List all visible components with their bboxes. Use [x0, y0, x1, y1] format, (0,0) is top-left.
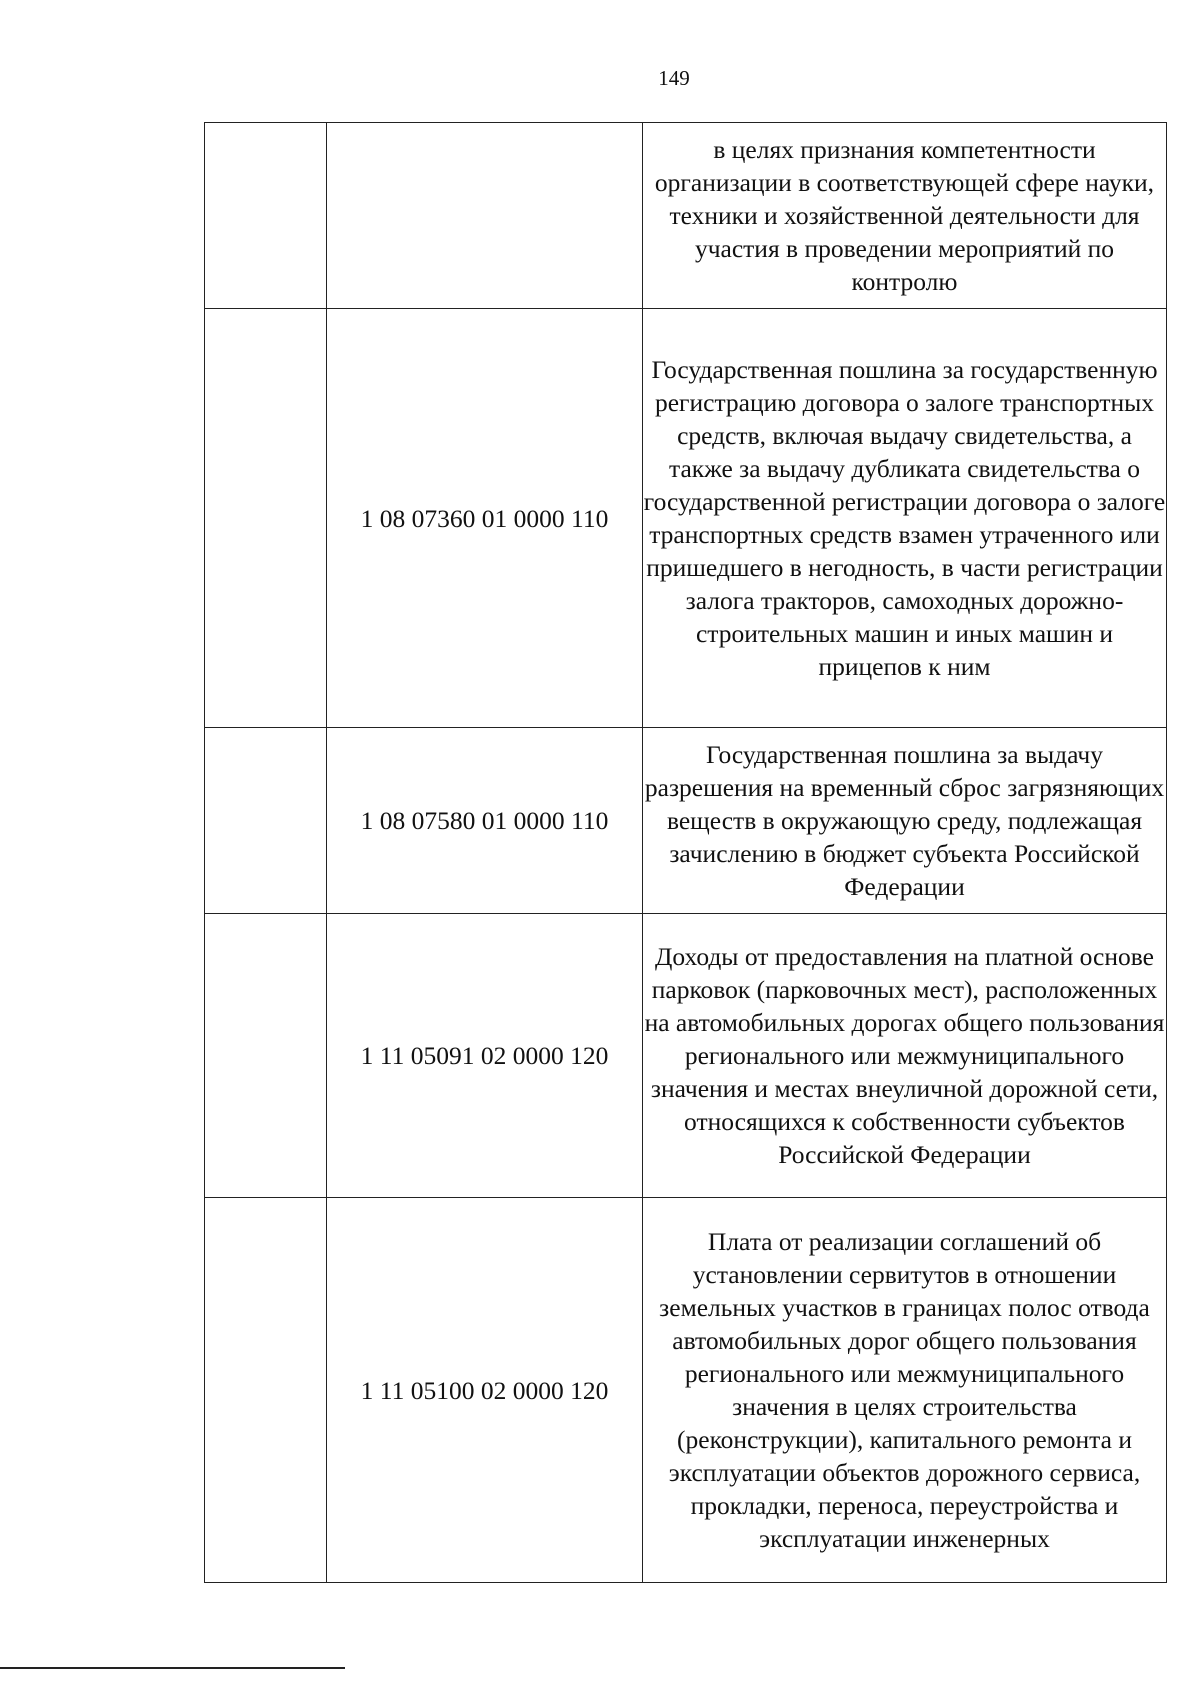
footnote-divider	[0, 1667, 345, 1669]
admin-code-cell	[205, 123, 327, 309]
revenue-description-cell: в целях признания компетентности организации в соответствующей сфере науки, техники и хозяйственной деятельности для участия в проведении мероприятий по контролю	[643, 123, 1167, 309]
table-row	[205, 728, 1167, 914]
revenue-code-cell: 1 11 05100 02 0000 120	[327, 1198, 643, 1583]
table-row	[205, 914, 1167, 1198]
admin-code-cell	[205, 1198, 327, 1583]
revenue-code-cell	[327, 123, 643, 309]
revenue-description-cell: Государственная пошлина за государственную регистрацию договора о залоге транспортных средств, включая выдачу свидетельства, а также за выдачу дубликата свидетельства о государственной регистрации договора о залоге транспортных средств взамен утраченного или пришедшего в негодность, в части регистрации залога тракторов, самоходных дорожно-строительных машин и иных машин и прицепов к ним	[643, 309, 1167, 728]
revenue-description-cell: Плата от реализации соглашений об установлении сервитутов в отношении земельных участков в границах полос отвода автомобильных дорог общего пользования регионального или межмуниципального значения в целях строительства (реконструкции), капитального ремонта и эксплуатации объектов дорожного сервиса, прокладки, переноса, переустройства и эксплуатации инженерных	[643, 1198, 1167, 1583]
revenue-code-cell: 1 08 07360 01 0000 110	[327, 309, 643, 728]
admin-code-cell	[205, 914, 327, 1198]
revenue-code-cell: 1 08 07580 01 0000 110	[327, 728, 643, 914]
revenue-description-cell: Государственная пошлина за выдачу разрешения на временный сброс загрязняющих веществ в окружающую среду, подлежащая зачислению в бюджет субъекта Российской Федерации	[643, 728, 1167, 914]
revenue-code-cell: 1 11 05091 02 0000 120	[327, 914, 643, 1198]
page-number: 149	[658, 66, 690, 90]
revenue-description-cell: Доходы от предоставления на платной основе парковок (парковочных мест), расположенных на автомобильных дорогах общего пользования регионального или межмуниципального значения и местах внеуличной дорожной сети, относящихся к собственности субъектов Российской Федерации	[643, 914, 1167, 1198]
revenue-codes-table	[204, 122, 1167, 1583]
table-row	[205, 1198, 1167, 1583]
table-row	[205, 123, 1167, 309]
admin-code-cell	[205, 309, 327, 728]
admin-code-cell	[205, 728, 327, 914]
table-row	[205, 309, 1167, 728]
